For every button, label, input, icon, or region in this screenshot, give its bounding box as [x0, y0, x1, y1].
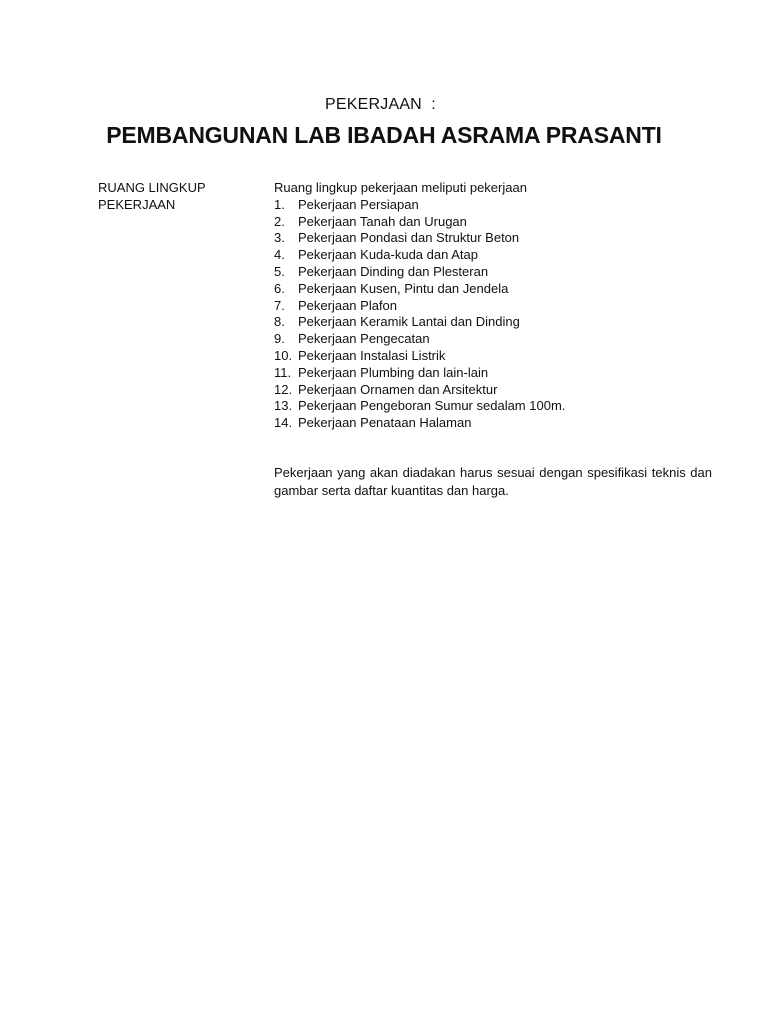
scope-list-item	[274, 197, 714, 214]
scope-item-number: 8.	[274, 314, 285, 330]
scope-item-number: 7.	[274, 297, 285, 313]
scope-item-number: 6.	[274, 280, 285, 296]
scope-item-number: 1.	[274, 196, 285, 212]
scope-list-item	[274, 298, 714, 315]
scope-list-item	[274, 382, 714, 399]
scope-item-number: 5.	[274, 263, 285, 279]
scope-item-number: 3.	[274, 230, 285, 246]
scope-item-number: 10.	[274, 347, 293, 363]
scope-item-number: 13.	[274, 398, 293, 414]
scope-item-text: Pekerjaan Kuda-kuda dan Atap	[298, 247, 478, 263]
scope-list	[274, 197, 714, 432]
scope-item-number: 12.	[274, 381, 293, 397]
scope-item-text: Pekerjaan Persiapan	[298, 196, 419, 212]
scope-list-item	[274, 214, 714, 231]
scope-item-number: 2.	[274, 213, 285, 229]
scope-item-text: Pekerjaan Instalasi Listrik	[298, 347, 446, 363]
scope-list-item	[274, 281, 714, 298]
section-label-line: PEKERJAAN	[98, 196, 176, 212]
scope-list-item	[274, 264, 714, 281]
scope-item-text: Pekerjaan Ornamen dan Arsitektur	[298, 381, 498, 397]
scope-list-item	[274, 331, 714, 348]
scope-item-number: 14.	[274, 415, 293, 431]
scope-intro: Ruang lingkup pekerjaan meliputi pekerjaan	[274, 180, 527, 195]
closing-paragraph: Pekerjaan yang akan diadakan harus sesuai dengan spesifikasi teknis dan gambar serta daftar kuantitas dan harga.	[274, 465, 712, 498]
scope-item-number: 11.	[274, 364, 292, 380]
scope-item-text: Pekerjaan Pengecatan	[298, 331, 430, 347]
scope-list-item	[274, 314, 714, 331]
scope-item-text: Pekerjaan Dinding dan Plesteran	[298, 263, 489, 279]
scope-item-text: Pekerjaan Pondasi dan Struktur Beton	[298, 230, 520, 246]
scope-item-text: Pekerjaan Plumbing dan lain-lain	[298, 364, 489, 380]
document-title: PEMBANGUNAN LAB IBADAH ASRAMA PRASANTI	[106, 122, 662, 148]
scope-list-item	[274, 398, 714, 415]
scope-item-text: Pekerjaan Tanah dan Urugan	[298, 213, 467, 229]
scope-list-item	[274, 365, 714, 382]
scope-item-text: Pekerjaan Penataan Halaman	[298, 415, 472, 431]
scope-list-item	[274, 415, 714, 432]
scope-block	[274, 180, 714, 432]
scope-list-item	[274, 247, 714, 264]
scope-item-number: 4.	[274, 247, 285, 263]
scope-list-item	[274, 230, 714, 247]
scope-list-item	[274, 348, 714, 365]
scope-item-number: 9.	[274, 331, 285, 347]
scope-item-text: Pekerjaan Keramik Lantai dan Dinding	[298, 314, 520, 330]
scope-item-text: Pekerjaan Plafon	[298, 297, 398, 313]
section-label	[98, 180, 206, 214]
scope-item-text: Pekerjaan Pengeboran Sumur sedalam 100m.	[298, 398, 566, 414]
work-label: PEKERJAAN :	[325, 96, 436, 113]
scope-item-text: Pekerjaan Kusen, Pintu dan Jendela	[298, 280, 509, 296]
section-label-line: RUANG LINGKUP	[98, 180, 206, 195]
